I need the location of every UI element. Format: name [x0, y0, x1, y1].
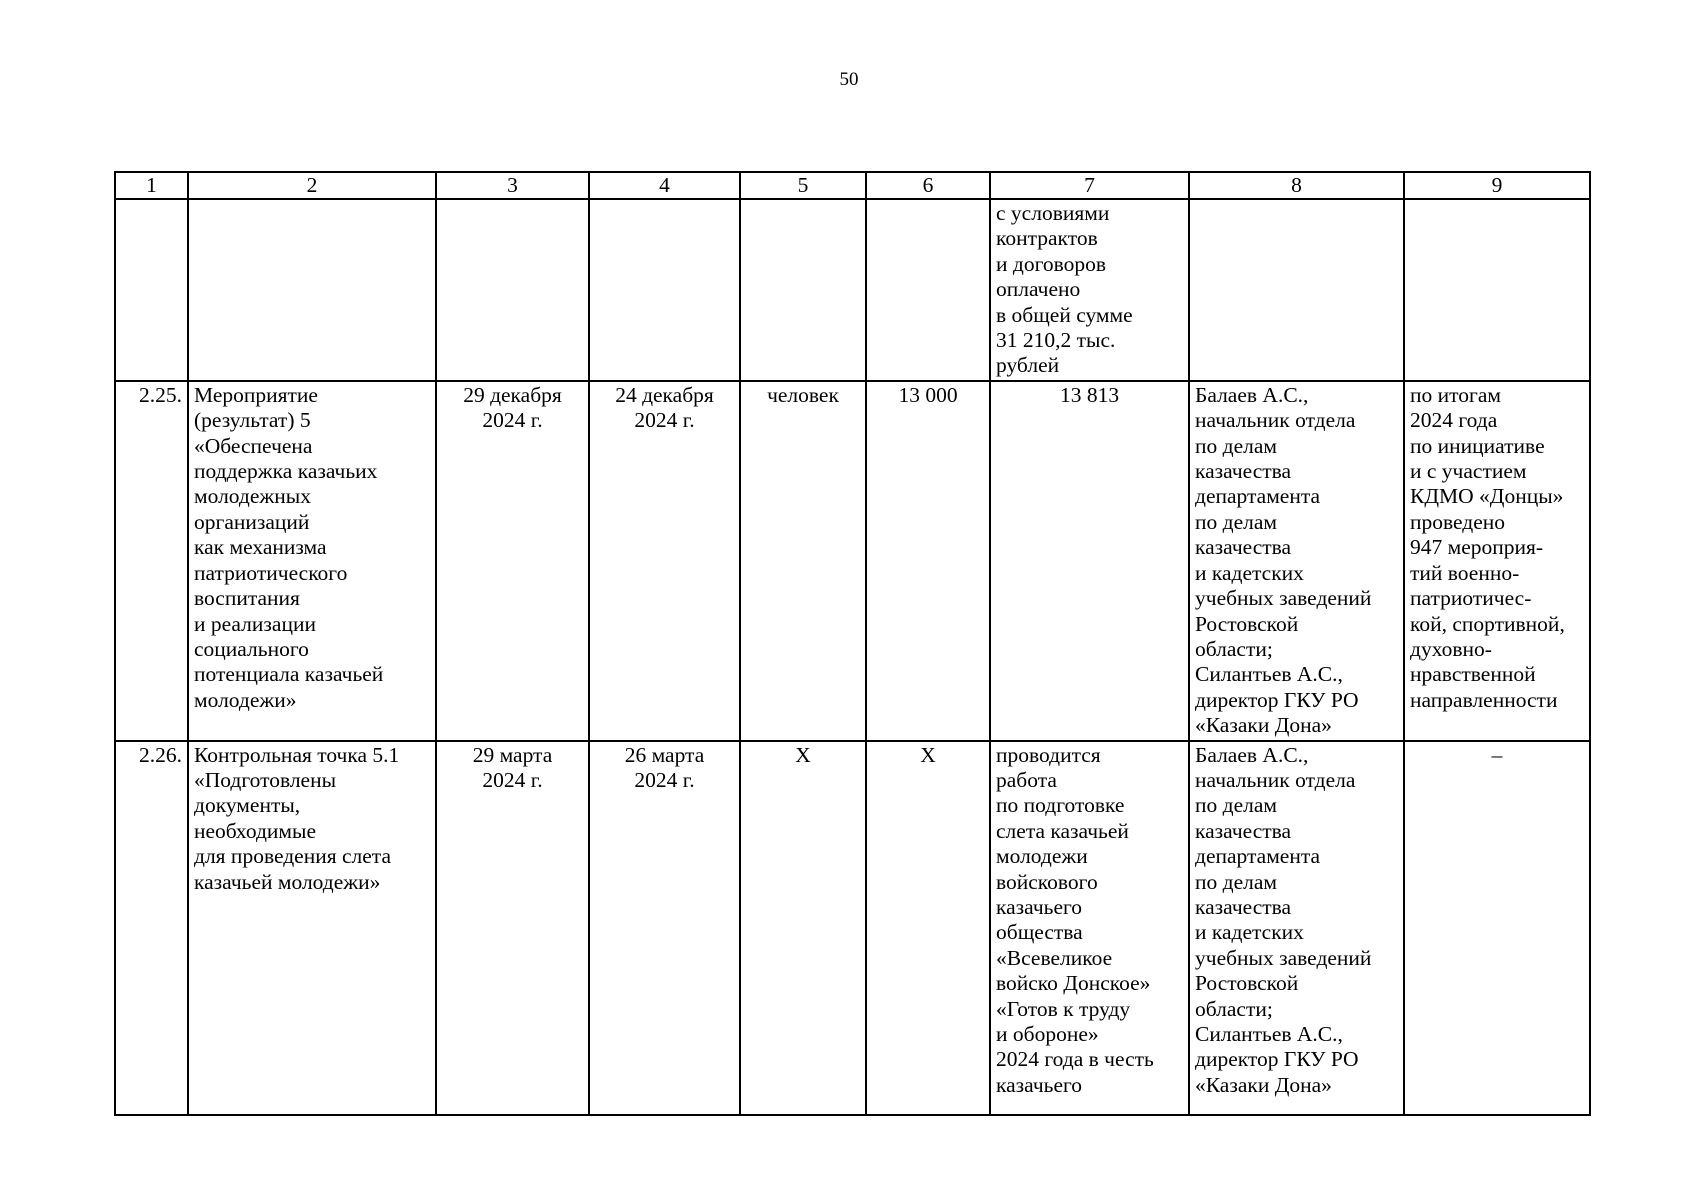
cell-line: казачества	[1195, 894, 1292, 919]
table-row	[115, 741, 1590, 1115]
cell-plan-date	[436, 741, 589, 1115]
cell-line: как механизма	[194, 535, 327, 560]
cell-line: Силантьев А.С.,	[1195, 1022, 1343, 1046]
cell-line: патриотического	[194, 560, 348, 585]
cell-line: тий военно-	[1410, 560, 1520, 585]
cell-line: кой, спортивной,	[1410, 611, 1565, 636]
cell-fact-value	[990, 741, 1189, 1115]
cell-line: X	[920, 742, 936, 767]
cell-line: «Подготовлены	[194, 767, 337, 792]
cell-line: воспитания	[194, 586, 300, 611]
cell-line: по делам	[1195, 433, 1277, 458]
cell-line: 13 813	[1059, 382, 1120, 407]
cell-line: Ростовской	[1195, 971, 1299, 996]
table-row	[115, 199, 1590, 381]
cell-line: Мероприятие	[194, 382, 318, 407]
cell-line: директор ГКУ РО	[1195, 1047, 1359, 1072]
cell-plan-value	[866, 199, 990, 381]
cell-line: общества	[996, 920, 1083, 945]
cell-name	[188, 741, 436, 1115]
cell-line: 2024 года	[1410, 408, 1498, 433]
cell-line: департамента	[1195, 484, 1321, 509]
cell-line: молодежи	[996, 844, 1088, 869]
cell-unit	[740, 199, 866, 381]
cell-line: 2024 года в честь	[996, 1047, 1154, 1072]
cell-line: молодежи»	[194, 687, 297, 712]
cell-line: и кадетских	[1195, 920, 1304, 945]
cell-line: (результат) 5	[194, 408, 311, 433]
cell-line: Контрольная точка 5.1	[194, 742, 400, 767]
cell-line: и реализации	[194, 611, 316, 636]
cell-number	[115, 199, 188, 381]
cell-line: 2.25.	[139, 382, 182, 407]
cell-responsible	[1189, 741, 1404, 1115]
cell-line: «Казаки Дона»	[1195, 1072, 1332, 1097]
cell-line: 29 декабря	[463, 382, 562, 407]
header-cell: 7	[990, 172, 1189, 199]
cell-name	[188, 199, 436, 381]
table-header-row	[115, 172, 1590, 199]
cell-fact-date	[589, 381, 740, 741]
cell-line: по делам	[1195, 509, 1277, 534]
cell-number	[115, 381, 188, 741]
table-row	[115, 381, 1590, 741]
cell-line: «Всевеликое	[996, 945, 1113, 970]
cell-line: в общей сумме	[996, 302, 1133, 327]
cell-line: слета казачьей	[996, 818, 1129, 843]
cell-result	[1404, 381, 1590, 741]
cell-line: Балаев А.С.,	[1195, 742, 1309, 767]
cell-responsible	[1189, 199, 1404, 381]
cell-unit	[740, 741, 866, 1115]
cell-line: «Готов к труду	[996, 996, 1131, 1021]
header-cell: 6	[866, 172, 990, 199]
cell-line: для проведения слета	[194, 844, 391, 869]
cell-responsible	[1189, 381, 1404, 741]
cell-line: по итогам	[1410, 382, 1501, 407]
cell-result	[1404, 741, 1590, 1115]
header-cell: 9	[1404, 172, 1590, 199]
cell-line: казачества	[1195, 535, 1292, 560]
cell-line: проводится	[996, 742, 1101, 767]
cell-line: поддержка казачьих	[194, 459, 378, 484]
cell-line: 31 210,2 тыс.	[996, 328, 1116, 353]
cell-line: необходимые	[194, 818, 317, 843]
cell-line: казачьего	[996, 1072, 1083, 1097]
cell-line: потенциала казачьей	[194, 662, 384, 687]
cell-line: казачества	[1195, 818, 1292, 843]
cell-line: человек	[767, 382, 839, 407]
cell-line: 2024 г.	[634, 767, 695, 792]
cell-line: X	[795, 742, 811, 767]
cell-line: казачьего	[996, 894, 1083, 919]
cell-line: документы,	[194, 793, 301, 818]
header-cell: 2	[188, 172, 436, 199]
page-number: 50	[839, 69, 859, 90]
cell-fact-value	[990, 199, 1189, 381]
cell-line: «Казаки Дона»	[1195, 713, 1332, 738]
cell-line: по делам	[1195, 869, 1277, 894]
cell-line: Силантьев А.С.,	[1195, 662, 1343, 687]
cell-plan-value	[866, 741, 990, 1115]
cell-line: молодежных	[194, 484, 311, 509]
cell-plan-date	[436, 381, 589, 741]
cell-line: –	[1491, 742, 1503, 767]
cell-fact-date	[589, 199, 740, 381]
cell-line: начальник отдела	[1195, 408, 1356, 433]
cell-line: войско Донское»	[996, 971, 1151, 996]
cell-line: 2.26.	[139, 742, 182, 767]
cell-name	[188, 381, 436, 741]
cell-plan-value	[866, 381, 990, 741]
cell-line: директор ГКУ РО	[1195, 687, 1359, 712]
cell-line: и договоров	[996, 251, 1107, 276]
cell-line: учебных заведений	[1195, 945, 1372, 970]
cell-line: области;	[1195, 636, 1273, 661]
cell-line: КДМО «Донцы»	[1410, 484, 1564, 509]
cell-line: 2024 г.	[482, 767, 543, 792]
cell-line: 26 марта	[624, 742, 705, 767]
cell-line: духовно-	[1410, 636, 1492, 661]
cell-line: учебных заведений	[1195, 586, 1372, 611]
cell-line: 947 мероприя-	[1410, 535, 1544, 560]
cell-line: и обороне»	[996, 1022, 1099, 1046]
cell-line: работа	[996, 767, 1057, 792]
cell-line: Ростовской	[1195, 611, 1299, 636]
cell-line: 13 000	[898, 382, 958, 407]
cell-line: департамента	[1195, 844, 1321, 869]
cell-line: проведено	[1410, 509, 1506, 534]
report-table	[114, 171, 1591, 1116]
header-cell: 5	[740, 172, 866, 199]
cell-line: области;	[1195, 996, 1273, 1021]
header-cell: 1	[115, 172, 188, 199]
cell-fact-date	[589, 741, 740, 1115]
cell-line: по инициативе	[1410, 433, 1545, 458]
cell-line: 29 марта	[472, 742, 553, 767]
cell-line: направленности	[1410, 687, 1558, 712]
cell-line: нравственной	[1410, 662, 1536, 687]
header-cell: 8	[1189, 172, 1404, 199]
cell-line: по подготовке	[996, 793, 1125, 818]
cell-line: рублей	[996, 353, 1060, 378]
cell-line: «Обеспечена	[194, 433, 313, 458]
cell-line: оплачено	[996, 277, 1081, 302]
cell-number	[115, 741, 188, 1115]
cell-line: казачьей молодежи»	[194, 869, 381, 894]
cell-line: казачества	[1195, 459, 1292, 484]
cell-line: 2024 г.	[634, 408, 695, 433]
header-cell: 4	[589, 172, 740, 199]
cell-result	[1404, 199, 1590, 381]
cell-line: 2024 г.	[482, 408, 543, 433]
cell-unit	[740, 381, 866, 741]
cell-line: начальник отдела	[1195, 767, 1356, 792]
cell-line: войскового	[996, 869, 1098, 894]
cell-fact-value	[990, 381, 1189, 741]
header-cell: 3	[436, 172, 589, 199]
cell-line: контрактов	[996, 226, 1098, 251]
cell-line: организаций	[194, 509, 310, 534]
cell-line: по делам	[1195, 793, 1277, 818]
cell-line: социального	[194, 636, 309, 661]
cell-line: и кадетских	[1195, 560, 1304, 585]
cell-plan-date	[436, 199, 589, 381]
cell-line: и с участием	[1410, 459, 1527, 484]
cell-line: 24 декабря	[615, 382, 714, 407]
cell-line: с условиями	[996, 201, 1110, 225]
cell-line: Балаев А.С.,	[1195, 382, 1309, 407]
cell-line: патриотичес-	[1410, 586, 1532, 611]
